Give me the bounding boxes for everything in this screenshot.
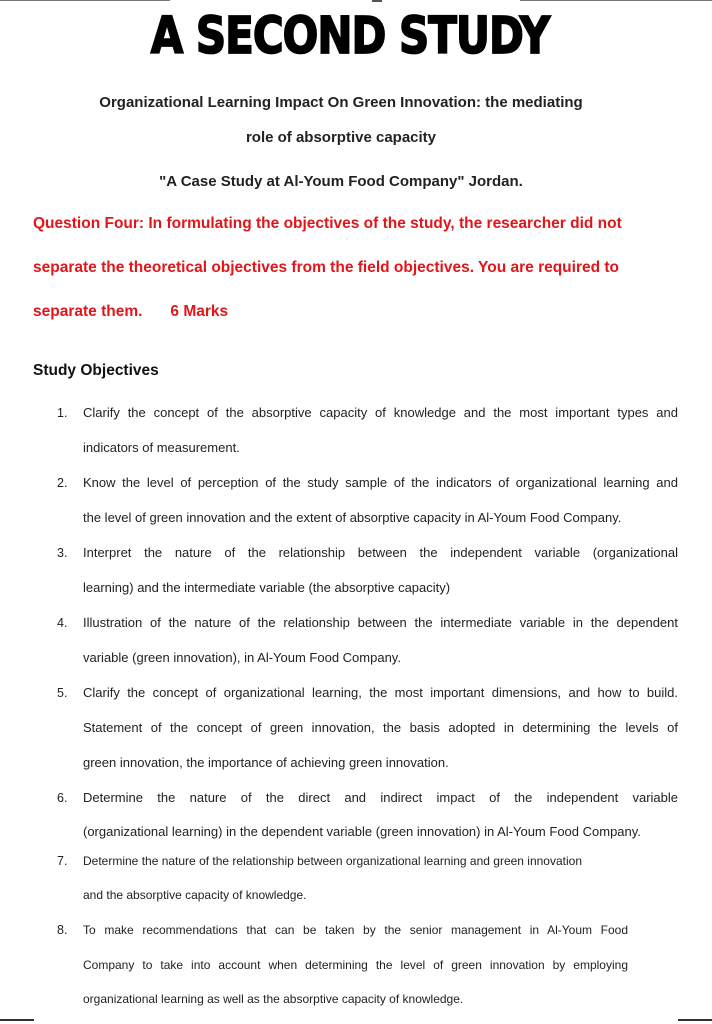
objective-8-line-3: organizational learning as well as the absorptive capacity of knowledge.: [83, 992, 464, 1006]
question-marks: 6 Marks: [170, 303, 229, 320]
objective-3-line-2: learning) and the intermediate variable (the absorptive capacity): [83, 580, 451, 595]
objective-6-line-2: (organizational learning) in the dependent variable (green innovation) in Al-Youm Food Company.: [83, 824, 641, 839]
question-line-2: separate the theoretical objectives from the field objectives. You are required to: [33, 259, 620, 276]
study-title-line-2: role of absorptive capacity: [245, 129, 437, 146]
objective-7-line-1: Determine the nature of the relationship between organizational learning and green innovation: [83, 854, 583, 868]
objective-5-number: 5.: [57, 686, 68, 700]
banner-title: A SECOND STUDY: [150, 6, 550, 65]
page-edge-bottom-left: [0, 1019, 34, 1021]
objective-2-line-1: Know the level of perception of the study sample of the indicators of organizational learning and: [83, 475, 678, 490]
objective-3-line-1: Interpret the nature of the relationship between the independent variable (organizational: [83, 545, 678, 560]
study-title-line-1: Organizational Learning Impact On Green Innovation: the mediating: [99, 94, 583, 111]
objective-8-number: 8.: [57, 923, 68, 937]
objective-1-line-1: Clarify the concept of the absorptive capacity of knowledge and the most important types and: [83, 405, 678, 420]
objective-5-line-3: green innovation, the importance of achieving green innovation.: [83, 755, 449, 770]
page-edge-top-mark: [372, 0, 382, 2]
objective-4-line-1: Illustration of the nature of the relationship between the intermediate variable in the dependent: [83, 615, 678, 630]
objective-6-line-1: Determine the nature of the direct and indirect impact of the independent variable: [83, 790, 678, 805]
page-edge-top-right: [520, 0, 712, 1]
objective-7-line-2: and the absorptive capacity of knowledge.: [83, 888, 307, 902]
objective-4-number: 4.: [57, 616, 68, 630]
objective-5-line-1: Clarify the concept of organizational learning, the most important dimensions, and how to build.: [83, 685, 678, 700]
question-line-1: Question Four: In formulating the objectives of the study, the researcher did not: [33, 215, 622, 232]
objective-3-number: 3.: [57, 546, 68, 560]
objective-8-line-2: Company to take into account when determining the level of green innovation by employing: [83, 958, 628, 972]
objective-7-number: 7.: [57, 854, 68, 868]
objective-8-line-1: To make recommendations that can be taken by the senior management in Al-Youm Food: [83, 923, 628, 937]
question-line-3-text: separate them.: [33, 303, 143, 320]
objective-1-line-2: indicators of measurement.: [83, 440, 240, 455]
objective-5-line-2: Statement of the concept of green innovation, the basis adopted in determining the levels of: [83, 720, 678, 735]
objective-1-number: 1.: [57, 406, 68, 420]
objective-2-line-2: the level of green innovation and the extent of absorptive capacity in Al-Youm Food Company.: [83, 510, 622, 525]
section-heading: Study Objectives: [33, 362, 159, 379]
objective-4-line-2: variable (green innovation), in Al-Youm Food Company.: [83, 650, 401, 665]
objective-2-number: 2.: [57, 476, 68, 490]
page-edge-bottom-right: [678, 1019, 712, 1021]
study-subtitle: "A Case Study at Al-Youm Food Company" Jordan.: [159, 173, 523, 190]
question-line-3: [33, 303, 683, 321]
objective-6-number: 6.: [57, 791, 68, 805]
page-edge-top-left: [0, 0, 170, 1]
